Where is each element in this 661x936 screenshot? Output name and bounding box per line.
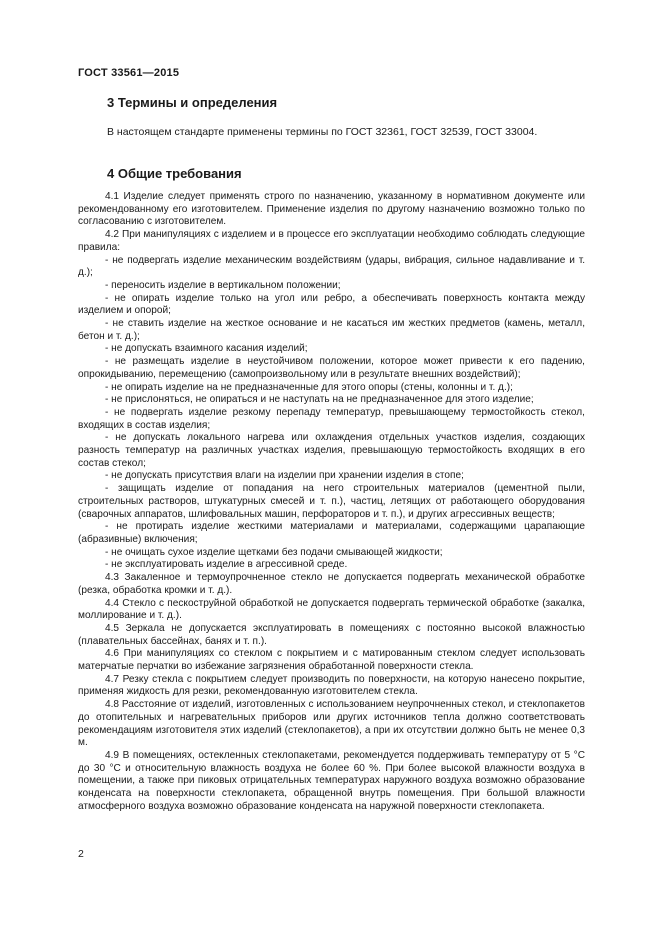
paragraph-4-5: 4.5 Зеркала не допускается эксплуатировать в помещениях с постоянно высокой влажностью (плавательных бассейнах, банях и т. п.). bbox=[78, 622, 585, 647]
paragraph-4-8: 4.8 Расстояние от изделий, изготовленных с использованием неупрочненных стекол, и стеклопакетов до отопительных и нагревательных приборов или других источников тепла должно соответствовать рекомендациям изготовителя этих изделий (стеклопакетов), а при их отсутствии должно быть не менее 0,3 м. bbox=[78, 699, 585, 749]
list-item: - не допускать локального нагрева или охлаждения отдельных участков изделия, создающих разность температур на различных участках изделия, превышающую термостойкость входящих в его состав стекол; bbox=[78, 432, 585, 469]
paragraph-4-9: 4.9 В помещениях, остекленных стеклопакетами, рекомендуется поддерживать температуру от 5 °С до 30 °С и относительную влажность воздуха не более 60 %. При более высокой влажности воздуха в помещении, а также при пиковых отрицательных температурах наружного воздуха возможно образование конденсата на поверхности стеклопакета, обращенной внутрь помещения. При большой влажности атмосферного воздуха возможно образование конденсата на наружной поверхности стеклопакета. bbox=[78, 749, 585, 812]
list-item: - не очищать сухое изделие щетками без подачи смывающей жидкости; bbox=[105, 546, 443, 558]
section-4-body bbox=[78, 191, 585, 813]
list-item: - не протирать изделие жесткими материалами и материалами, содержащими царапающие (абразивные) включения; bbox=[78, 521, 585, 545]
list-item: - не подвергать изделие механическим воздействиям (удары, вибрация, сильное надавливание и т. д.); bbox=[78, 254, 585, 279]
list-item: - не допускать присутствия влаги на изделии при хранении изделия в стопе; bbox=[105, 470, 464, 482]
paragraph-4-7: 4.7 Резку стекла с покрытием следует производить по поверхности, на которую нанесено покрытие, применяя жидкость для резки, рекомендованную изготовителем стекла. bbox=[78, 673, 585, 698]
paragraph-4-4: 4.4 Стекло с пескоструйной обработкой не допускается подвергать термической обработке (закалка, моллирование и т. д.). bbox=[78, 597, 585, 622]
section-3-title: 3 Термины и определения bbox=[107, 95, 278, 110]
paragraph-4-6: 4.6 При манипуляциях со стеклом с покрытием и с матированным стеклом следует использовать матерчатые перчатки во избежание загрязнения обработанной поверхности стекла. bbox=[78, 648, 585, 673]
list-item: - не ставить изделие на жесткое основание и не касаться им жестких предметов (камень, металл, бетон и т. д.); bbox=[78, 318, 585, 342]
document-header: ГОСТ 33561—2015 bbox=[78, 67, 180, 79]
paragraph-4-2: 4.2 При манипуляциях с изделием и в процессе его эксплуатации необходимо соблюдать следующие правила: bbox=[78, 229, 585, 253]
list-item: - не допускать взаимного касания изделий; bbox=[105, 343, 308, 355]
section-4-title: 4 Общие требования bbox=[107, 166, 242, 181]
section-3-text: В настоящем стандарте применены термины по ГОСТ 32361, ГОСТ 32539, ГОСТ 33004. bbox=[107, 126, 538, 138]
list-item: - переносить изделие в вертикальном положении; bbox=[105, 279, 341, 291]
paragraph-4-3: 4.3 Закаленное и термоупрочненное стекло не допускается подвергать механической обработке (резка, обработка кромки и т. д.). bbox=[78, 572, 585, 596]
list-item: - не эксплуатировать изделие в агрессивной среде. bbox=[105, 559, 348, 571]
list-item: - не размещать изделие в неустойчивом положении, которое может привести к его падению, опрокидыванию, перемещению (самопроизвольному или в результате внешних воздействий); bbox=[78, 356, 585, 380]
paragraph-4-1: 4.1 Изделие следует применять строго по назначению, указанному в нормативном документе или рекомендованному его изготовителем. Применение изделия по другому назначению возможно только по согласованию с изготовителем. bbox=[78, 191, 585, 228]
list-item: - защищать изделие от попадания на него строительных материалов (цементной пыли, строительных растворов, штукатурных смесей и т. п.), частиц, летящих от работающего оборудования (сварочных аппаратов, шлифовальных машин, перфораторов и т. п.), и других агрессивных веществ; bbox=[78, 483, 585, 520]
list-item: - не опирать изделие на не предназначенные для этого опоры (стены, колонны и т. д.); bbox=[105, 381, 513, 393]
list-item: - не опирать изделие только на угол или ребро, а обеспечивать поверхность контакта между изделием и опорой; bbox=[78, 292, 585, 317]
page-number: 2 bbox=[78, 848, 84, 860]
list-item: - не прислоняться, не опираться и не наступать на не предназначенное для этого изделие; bbox=[105, 394, 534, 406]
list-item: - не подвергать изделие резкому перепаду температур, превышающему термостойкость стекол, входящих в состав изделия; bbox=[78, 406, 585, 431]
